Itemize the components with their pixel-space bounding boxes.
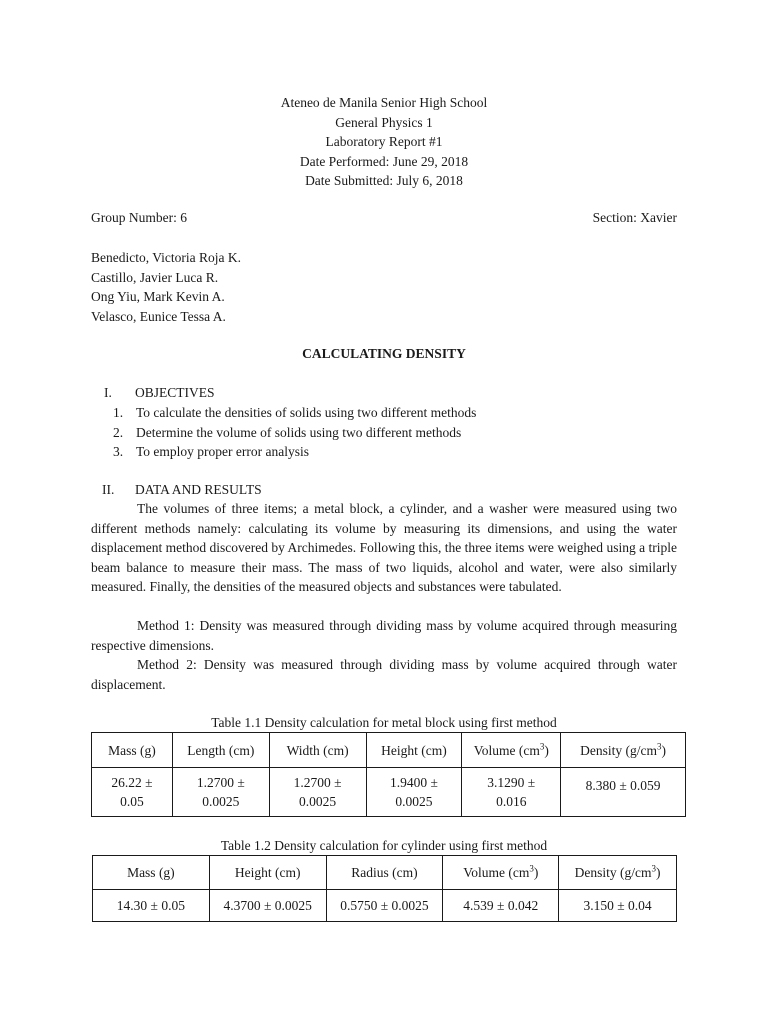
column-header: Mass (g) — [93, 856, 210, 890]
table-row — [92, 768, 686, 817]
objectives-heading: OBJECTIVES — [135, 385, 215, 400]
table-cell: 1.2700 ± 0.0025 — [269, 768, 366, 817]
column-header: Height (cm) — [209, 856, 326, 890]
column-header: Radius (cm) — [326, 856, 443, 890]
group-number: Group Number: 6 — [91, 210, 187, 225]
table-cell: 3.150 ± 0.04 — [559, 890, 677, 922]
report-number: Laboratory Report #1 — [325, 134, 443, 149]
results-heading: DATA AND RESULTS — [135, 482, 262, 497]
table-cell: 1.2700 ± 0.0025 — [172, 768, 269, 817]
table-header-row — [92, 733, 686, 768]
method-2-description: Method 2: Density was measured through dividing mass by volume acquired through water displacement. — [91, 657, 677, 692]
table-2-caption: Table 1.2 Density calculation for cylinder using first method — [220, 838, 548, 853]
table-cell: 14.30 ± 0.05 — [93, 890, 210, 922]
school-name: Ateneo de Manila Senior High School — [280, 95, 488, 110]
table-cell: 0.5750 ± 0.0025 — [326, 890, 443, 922]
member-name: Benedicto, Victoria Roja K. — [91, 250, 242, 265]
table-cell: 4.3700 ± 0.0025 — [209, 890, 326, 922]
results-numeral: II. — [102, 482, 115, 497]
objective-number: 3. — [113, 444, 124, 459]
report-header — [0, 93, 768, 191]
objective-text: To employ proper error analysis — [136, 444, 310, 459]
table-2 — [92, 855, 677, 922]
date-submitted: Date Submitted: July 6, 2018 — [305, 173, 463, 188]
table-header-row — [93, 856, 677, 890]
section-name: Section: Xavier — [592, 210, 677, 225]
member-name: Velasco, Eunice Tessa A. — [91, 308, 226, 324]
method-1-description: Method 1: Density was measured through dividing mass by volume acquired through measuring respective dimensions. — [91, 618, 677, 653]
member-list — [91, 248, 241, 326]
column-header: Height (cm) — [366, 733, 462, 768]
table-cell: 4.539 ± 0.042 — [443, 890, 559, 922]
column-header: Volume $(cm^3)$ — [462, 733, 561, 768]
table-cell: 26.22 ± 0.05 — [92, 768, 173, 817]
course-name: General Physics 1 — [335, 114, 433, 130]
table-cell: 1.9400 ± 0.0025 — [366, 768, 462, 817]
results-paragraph: The volumes of three items; a metal block, a cylinder, and a washer were measured using two different methods namely: calculating its volume by measuring its dimensions, and using the water displacement method discovered by Archimedes. Following this, the three items were weighed using a triple beam balance to measure their mass. The mass of two liquids, alcohol and water, were also similarly measured. Finally, the densities of the measured objects and substances were tabulated. — [91, 501, 677, 594]
column-header: Mass (g) — [92, 733, 173, 768]
objective-text: To calculate the densities of solids using two different methods — [136, 405, 477, 420]
column-header: Length (cm) — [172, 733, 269, 768]
column-header: Density $(g/cm^3)$ — [561, 733, 686, 768]
objective-number: 2. — [113, 424, 124, 440]
report-title: CALCULATING DENSITY — [302, 346, 466, 361]
member-name: Castillo, Javier Luca R. — [91, 269, 219, 285]
table-1-caption: Table 1.1 Density calculation for metal block using first method — [211, 715, 557, 730]
member-name: Ong Yiu, Mark Kevin A. — [91, 289, 225, 304]
table-row — [93, 890, 677, 922]
table-1 — [91, 732, 686, 817]
column-header: Volume $(cm^3)$ — [443, 856, 559, 890]
table-cell: 8.380 ± 0.059 — [561, 768, 686, 817]
objective-text: Determine the volume of solids using two different methods — [136, 424, 462, 440]
table-cell: 3.1290 ± 0.016 — [462, 768, 561, 817]
column-header: Width (cm) — [269, 733, 366, 768]
date-performed: Date Performed: June 29, 2018 — [299, 153, 469, 169]
column-header: Density $(g/cm^3)$ — [559, 856, 677, 890]
objective-number: 1. — [113, 405, 124, 420]
objectives-numeral: I. — [104, 385, 112, 400]
